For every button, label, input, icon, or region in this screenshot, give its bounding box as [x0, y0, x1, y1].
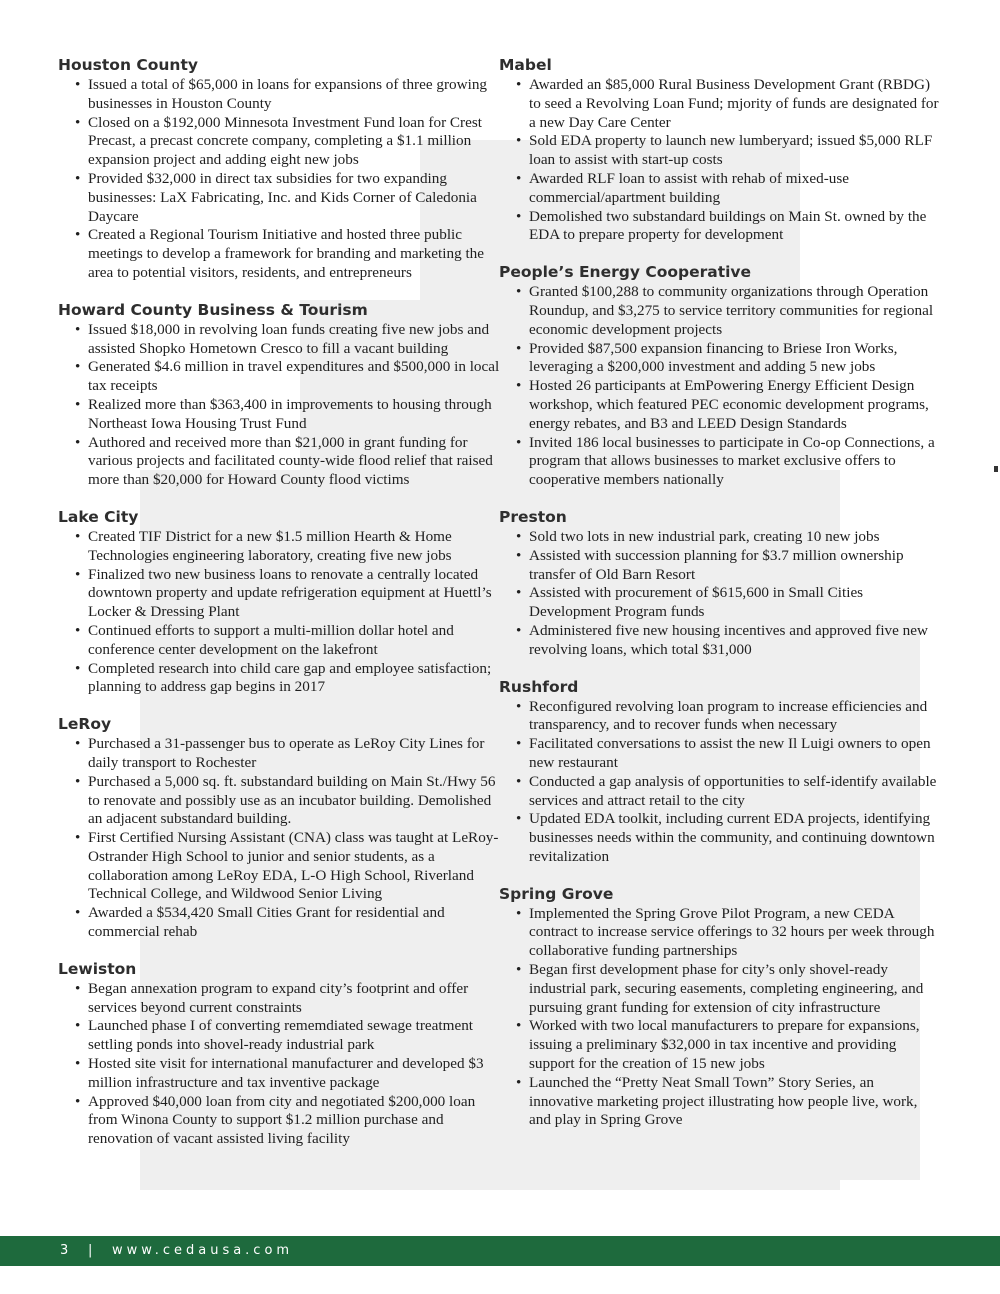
list-item	[499, 283, 941, 339]
bullet-list	[499, 698, 941, 867]
list-item	[58, 1055, 500, 1093]
bullet-icon: •	[75, 904, 81, 922]
list-item	[499, 1017, 941, 1073]
section-leroy	[58, 714, 500, 942]
section-rushford	[499, 677, 941, 867]
bullet-icon: •	[516, 132, 522, 150]
list-item-text: Provided $32,000 in direct tax subsidies for two expanding businesses: LaX Fabricating, Inc. and Kids Corner of Caledonia Daycare	[88, 169, 477, 225]
footer-separator: |	[88, 1243, 97, 1258]
list-item-text: Provided $87,500 expansion financing to Briese Iron Works, leveraging a $200,000 investment and adding 5 new jobs	[529, 339, 898, 376]
section-preston	[499, 507, 941, 660]
list-item-text: Hosted site visit for international manufacturer and developed $3 million infrastructure and tax inventive package	[88, 1055, 484, 1091]
list-item	[499, 528, 941, 547]
bullet-icon: •	[516, 339, 522, 357]
list-item	[499, 773, 941, 811]
list-item	[58, 170, 500, 226]
list-item	[58, 829, 500, 904]
list-item	[499, 547, 941, 585]
bullet-list	[499, 528, 941, 660]
list-item	[499, 961, 941, 1017]
bullet-icon: •	[516, 207, 522, 225]
list-item	[58, 1017, 500, 1055]
list-item	[499, 377, 941, 433]
list-item	[499, 1074, 941, 1130]
list-item-text: Facilitated conversations to assist the new Il Luigi owners to open new restaurant	[529, 735, 931, 771]
section-mabel	[499, 55, 941, 245]
section-peoples-energy-cooperative	[499, 262, 941, 490]
list-item-text: Continued efforts to support a multi-million dollar hotel and conference center development on the lakefront	[88, 621, 454, 658]
list-item-text: Awarded an $85,000 Rural Business Development Grant (RBDG) to seed a Revolving Loan Fund; mjority of funds are designated for a new Day Care Center	[529, 76, 939, 131]
list-item	[499, 132, 941, 170]
bullet-icon: •	[75, 1017, 81, 1035]
section-heading: Mabel	[499, 56, 552, 74]
bullet-icon: •	[75, 527, 81, 545]
footer-website-link[interactable]: www.cedausa.com	[112, 1243, 294, 1258]
list-item-text: Worked with two local manufacturers to prepare for expansions, issuing a preliminary $32,000 in tax incentive and providing support for the creation of 15 new jobs	[529, 1017, 920, 1073]
bullet-icon: •	[75, 113, 81, 131]
list-item-text: Conducted a gap analysis of opportunities to self-identify available services and attract retail to the city	[529, 772, 937, 809]
bullet-list	[58, 735, 500, 942]
bullet-icon: •	[75, 565, 81, 583]
bullet-icon: •	[516, 433, 522, 451]
list-item	[58, 434, 500, 490]
list-item-text: Awarded a $534,420 Small Cities Grant for residential and commercial rehab	[88, 904, 445, 941]
list-item-text: Generated $4.6 million in travel expenditures and $500,000 in local tax receipts	[88, 358, 500, 395]
section-heading: Houston County	[58, 56, 198, 74]
right-column	[499, 55, 941, 1147]
list-item	[58, 528, 500, 566]
section-heading: People’s Energy Cooperative	[499, 263, 752, 282]
bullet-icon: •	[75, 169, 81, 187]
bullet-icon: •	[516, 904, 522, 922]
list-item	[58, 114, 500, 170]
list-item	[58, 904, 500, 942]
bullet-icon: •	[75, 1055, 81, 1073]
list-item-text: Began first development phase for city’s only shovel-ready industrial park, securing easements, completing engineering, and pursuing grant funding for extension of city infrastructure	[529, 961, 924, 1016]
list-item-text: Sold EDA property to launch new lumberyard; issued $5,000 RLF loan to assist with start-up costs	[529, 132, 933, 169]
list-item-text: Closed on a $192,000 Minnesota Investment Fund loan for Crest Precast, a precast concrete company, completing a $1.1 million expansion project and adding eight new jobs	[88, 113, 482, 169]
list-item-text: Hosted 26 participants at EmPowering Energy Efficient Design workshop, which featured PEC economic development programs, energy rebates, and B3 and LEED Design Standards	[529, 377, 929, 432]
list-item-text: Awarded RLF loan to assist with rehab of mixed-use commercial/apartment building	[529, 169, 850, 206]
bullet-list	[499, 905, 941, 1131]
list-item-text: Purchased a 31-passenger bus to operate as LeRoy City Lines for daily transport to Rochester	[88, 735, 485, 771]
bullet-icon: •	[75, 1092, 81, 1110]
bullet-icon: •	[75, 320, 81, 338]
list-item-text: Purchased a 5,000 sq. ft. substandard building on Main St./Hwy 56 to renovate and possibly use as an incubator building. Demolished an adjacent substandard building.	[88, 772, 496, 828]
section-heading: Howard County Business & Tourism	[58, 300, 368, 319]
list-item-text: Issued a total of $65,000 in loans for expansions of three growing businesses in Houston County	[88, 76, 488, 112]
list-item-text: Administered five new housing incentives and approved five new revolving loans, which total $31,000	[529, 621, 928, 658]
left-column	[58, 55, 500, 1166]
list-item-text: Sold two lots in new industrial park, creating 10 new jobs	[529, 527, 880, 545]
list-item-text: Launched the “Pretty Neat Small Town” Story Series, an innovative marketing project illustrating how people live, work, and play in Spring Grove	[529, 1073, 918, 1129]
bullet-icon: •	[516, 584, 522, 602]
list-item	[58, 321, 500, 359]
bullet-icon: •	[516, 169, 522, 187]
bullet-icon: •	[516, 546, 522, 564]
list-item-text: Issued $18,000 in revolving loan funds creating five new jobs and assisted Shopko Hometown Cresco to fill a vacant building	[88, 320, 490, 357]
bullet-icon: •	[516, 76, 522, 93]
section-lewiston	[58, 959, 500, 1149]
bullet-icon: •	[75, 735, 81, 753]
section-lake-city	[58, 507, 500, 697]
list-item-text: Updated EDA toolkit, including current EDA projects, identifying businesses needs within the community, and continuing downtown revitalization	[529, 810, 935, 865]
list-item-text: Completed research into child care gap and employee satisfaction; planning to address gap begins in 2017	[88, 659, 492, 696]
list-item-text: Realized more than $363,400 in improvements to housing through Northeast Iowa Housing Trust Fund	[88, 395, 492, 432]
list-item	[58, 226, 500, 282]
list-item-text: Approved $40,000 loan from city and negotiated $200,000 loan from Winona County to support $1.2 million purchase and renovation of vacant assisted living facility	[88, 1092, 476, 1148]
list-item-text: Assisted with procurement of $615,600 in Small Cities Development Program funds	[529, 584, 864, 621]
section-heading: Lake City	[58, 507, 139, 526]
list-item	[58, 735, 500, 773]
list-item	[499, 810, 941, 866]
list-item	[499, 170, 941, 208]
bullet-list	[58, 980, 500, 1149]
list-item	[58, 358, 500, 396]
list-item	[58, 566, 500, 622]
list-item	[58, 76, 500, 114]
bullet-icon: •	[75, 979, 81, 997]
list-item-text: Demolished two substandard buildings on Main St. owned by the EDA to prepare property for development	[529, 207, 927, 244]
bullet-icon: •	[516, 377, 522, 395]
bullet-icon: •	[516, 283, 522, 301]
bullet-icon: •	[516, 961, 522, 979]
section-houston-county	[58, 55, 500, 283]
page-footer	[0, 1236, 1000, 1266]
list-item	[499, 340, 941, 378]
bullet-icon: •	[75, 829, 81, 847]
list-item	[499, 76, 941, 132]
list-item-text: Began annexation program to expand city’s footprint and offer services beyond current constraints	[88, 979, 469, 1016]
bullet-list	[58, 76, 500, 283]
section-spring-grove	[499, 884, 941, 1131]
list-item-text: Created a Regional Tourism Initiative and hosted three public meetings to develop a framework for branding and marketing the area to potential visitors, residents, and entrepreneurs	[88, 226, 485, 281]
list-item	[58, 660, 500, 698]
bullet-icon: •	[516, 1017, 522, 1035]
bullet-list	[58, 321, 500, 490]
list-item	[58, 980, 500, 1018]
bullet-list	[499, 76, 941, 245]
section-heading: Spring Grove	[499, 884, 614, 903]
list-item	[499, 698, 941, 736]
list-item	[499, 434, 941, 490]
list-item	[58, 1093, 500, 1149]
section-heading: Preston	[499, 507, 567, 526]
bullet-list	[499, 283, 941, 490]
bullet-icon: •	[516, 772, 522, 790]
bullet-icon: •	[75, 772, 81, 790]
page-number: 3	[60, 1243, 73, 1258]
bullet-icon: •	[516, 621, 522, 639]
list-item-text: Launched phase I of converting rememdiated sewage treatment settling ponds into shovel-ready industrial park	[88, 1017, 474, 1054]
list-item	[58, 622, 500, 660]
list-item	[499, 735, 941, 773]
list-item-text: Reconfigured revolving loan program to increase efficiencies and transparency, and to recover funds when necessary	[529, 697, 928, 734]
bullet-icon: •	[75, 76, 81, 93]
bullet-icon: •	[516, 527, 522, 545]
list-item-text: Created TIF District for a new $1.5 million Hearth & Home Technologies engineering laboratory, creating five new jobs	[88, 527, 452, 564]
list-item-text: Assisted with succession planning for $3.7 million ownership transfer of Old Barn Resort	[529, 546, 904, 583]
bullet-icon: •	[75, 226, 81, 244]
list-item	[58, 773, 500, 829]
bullet-list	[58, 528, 500, 697]
bullet-icon: •	[75, 621, 81, 639]
list-item-text: Invited 186 local businesses to participate in Co-op Connections, a program that allows businesses to market exclusive offers to cooperative members nationally	[529, 433, 935, 489]
bullet-icon: •	[75, 358, 81, 376]
page-edge-mark	[994, 466, 998, 472]
list-item	[499, 622, 941, 660]
list-item	[499, 584, 941, 622]
bullet-icon: •	[75, 395, 81, 413]
section-heading: Lewiston	[58, 959, 137, 978]
list-item-text: Implemented the Spring Grove Pilot Program, a new CEDA contract to increase service offerings to 32 hours per week through collaborative funding partnerships	[529, 904, 935, 960]
list-item-text: Authored and received more than $21,000 in grant funding for various projects and facilitated county-wide flood relief that raised more than $20,000 for Howard County flood victims	[88, 433, 493, 489]
bullet-icon: •	[516, 810, 522, 828]
list-item	[499, 208, 941, 246]
section-howard-county	[58, 300, 500, 490]
bullet-icon: •	[516, 1073, 522, 1091]
list-item-text: Finalized two new business loans to renovate a centrally located downtown property and update refrigeration equipment at Huettl’s Locker & Dressing Plant	[88, 565, 492, 621]
bullet-icon: •	[516, 735, 522, 753]
list-item	[499, 905, 941, 961]
bullet-icon: •	[516, 697, 522, 715]
bullet-icon: •	[75, 433, 81, 451]
section-heading: Rushford	[499, 677, 579, 696]
section-heading: LeRoy	[58, 715, 112, 734]
list-item-text: First Certified Nursing Assistant (CNA) class was taught at LeRoy-Ostrander High School to junior and senior students, as a collaboration among LeRoy EDA, L-O High School, Riverland Technical College, and Wildwood Senior Living	[88, 829, 499, 903]
list-item	[58, 396, 500, 434]
list-item-text: Granted $100,288 to community organizations through Operation Roundup, and $3,275 to service territory communities for regional economic development projects	[529, 283, 934, 338]
bullet-icon: •	[75, 659, 81, 677]
